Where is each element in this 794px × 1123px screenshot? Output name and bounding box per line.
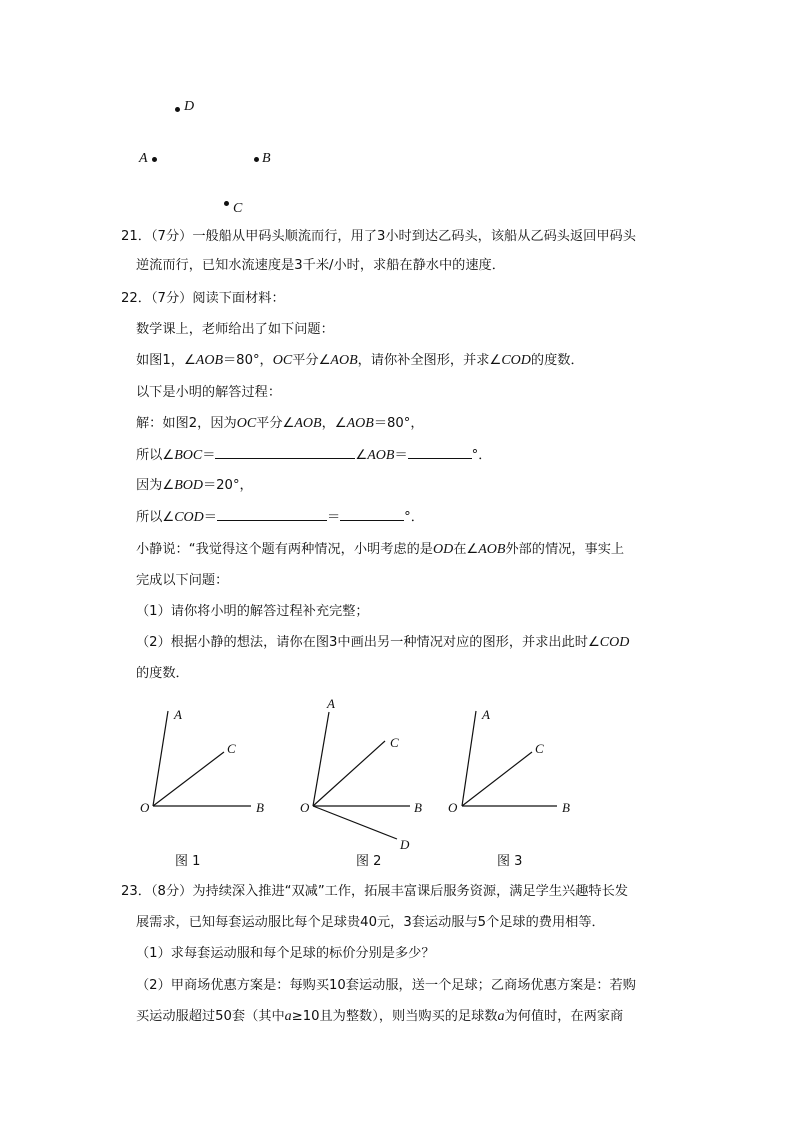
q22-l2g: ，请你补全图形，并求∠ xyxy=(357,353,502,368)
blank-boc[interactable] xyxy=(215,446,355,459)
fig3-label-o: O xyxy=(448,800,458,815)
q22-p1: （1）请你将小明的解答过程补充完整； xyxy=(136,604,369,619)
fig1-ray-oa xyxy=(153,711,168,806)
q22-l7a: 所以∠ xyxy=(136,510,175,525)
q22-text-9: 完成以下问题： xyxy=(136,573,229,588)
q22-l6b: BOD xyxy=(174,478,203,493)
q22-l5f: ＝ xyxy=(394,448,408,463)
q22-l2e: 平分∠ xyxy=(292,353,331,368)
q23-number: 23． xyxy=(121,884,151,899)
fig3-label-c: C xyxy=(535,741,544,756)
q23-part-1 xyxy=(136,945,435,963)
figure-2 xyxy=(300,696,422,852)
q22-part-1 xyxy=(136,603,369,621)
q22-line-5 xyxy=(136,446,491,465)
q22-l4e: ，∠ xyxy=(321,416,347,431)
q22-l4g: ＝80°， xyxy=(373,416,424,431)
figure-3 xyxy=(448,707,570,815)
q22-l5g: °． xyxy=(471,448,492,463)
fig2-label-c: C xyxy=(390,735,399,750)
figures-svg xyxy=(0,690,794,870)
fig2-label-b: B xyxy=(414,800,422,815)
point-c-dot xyxy=(224,201,229,206)
blank-boc-value[interactable] xyxy=(408,446,472,459)
q21-text-1: 一般船从甲码头顺流而行，用了3小时到达乙码头，该船从乙码头返回甲码头 xyxy=(192,229,636,244)
q22-l7e: °． xyxy=(404,510,424,525)
q22-p2b: COD xyxy=(599,635,630,650)
q23-part-2 xyxy=(136,977,636,995)
point-a-label: A xyxy=(139,151,148,166)
q22-l8a: 小静说：“我觉得这个题有两种情况，小明考虑的是 xyxy=(136,542,433,557)
q22-l8b: OD xyxy=(432,542,454,557)
q22-l6c: ＝20°， xyxy=(202,478,253,493)
q22-line-4 xyxy=(136,415,424,433)
q22-l4b: OC xyxy=(236,416,257,431)
fig1-label-o: O xyxy=(140,800,150,815)
q22-l8c: 在∠ xyxy=(453,542,479,557)
q21-line-2 xyxy=(136,257,505,275)
q22-p3: 的度数． xyxy=(136,666,189,681)
q22-line-7 xyxy=(136,508,424,527)
fig2-label-o: O xyxy=(300,800,310,815)
q23-text-1: 为持续深入推进“双减”工作，拓展丰富课后服务资源，满足学生兴趣特长发 xyxy=(192,884,628,899)
fig1-caption: 图 1 xyxy=(175,854,201,869)
q22-l2h: COD xyxy=(501,353,531,368)
q22-line-6 xyxy=(136,477,253,495)
q22-l5b: BOC xyxy=(174,448,203,463)
q22-text-1: 数学课上，老师给出了如下问题： xyxy=(136,322,334,337)
q22-number: 22． xyxy=(121,291,151,306)
point-d-dot xyxy=(175,107,180,112)
blank-cod-value[interactable] xyxy=(340,508,404,521)
q23-line-2 xyxy=(136,914,605,932)
q22-l7c: ＝ xyxy=(203,510,217,525)
q22-l7d: ＝ xyxy=(326,510,341,525)
q22-l5a: 所以∠ xyxy=(136,448,175,463)
q22-l8e: 外部的情况，事实上 xyxy=(505,542,625,557)
blank-cod-expression[interactable] xyxy=(217,508,327,521)
fig1-label-c: C xyxy=(227,741,236,756)
q22-line-3 xyxy=(136,384,281,402)
q22-line-2 xyxy=(136,352,584,370)
q22-l2c: ＝80°， xyxy=(223,353,273,368)
q22-l2b: AOB xyxy=(195,353,223,368)
fig3-label-a: A xyxy=(482,707,490,722)
q23-part-2-cont xyxy=(136,1008,623,1026)
q22-l5c: ＝ xyxy=(202,448,216,463)
q21-text-2: 逆流而行，已知水流速度是3千米/小时，求船在静水中的速度． xyxy=(136,258,505,273)
q23-p3a: 买运动服超过50套（其中 xyxy=(136,1009,285,1024)
fig2-ray-oc xyxy=(313,741,385,806)
q22-l2a: 如图1，∠ xyxy=(136,353,196,368)
q22-l4d: AOB xyxy=(294,416,322,431)
q22-l8d: AOB xyxy=(478,542,506,557)
q23-p2: （2）甲商场优惠方案是：每购买10套运动服，送一个足球；乙商场优惠方案是：若购 xyxy=(136,978,636,993)
q22-l7b: COD xyxy=(174,510,204,525)
point-c-label: C xyxy=(233,201,243,216)
q22-text-3: 以下是小明的解答过程： xyxy=(136,385,282,400)
q22-l2f: AOB xyxy=(330,353,358,368)
q21-score: （7分） xyxy=(150,229,193,244)
fig2-caption: 图 2 xyxy=(356,854,382,869)
point-d-label: D xyxy=(184,99,195,114)
figure-1 xyxy=(140,707,264,815)
q23-score: （8分） xyxy=(150,884,193,899)
q23-p3c: ≥10且为整数），则当购买的足球数 xyxy=(291,1009,498,1024)
fig1-label-b: B xyxy=(256,800,264,815)
point-a-dot xyxy=(152,157,157,162)
fig1-label-a: A xyxy=(174,707,182,722)
fig3-ray-oc xyxy=(462,752,532,806)
q22-line-title xyxy=(121,290,285,308)
fig3-ray-oa xyxy=(462,711,476,806)
fig2-label-d: D xyxy=(400,837,410,852)
q22-line-1 xyxy=(136,321,334,339)
q21-line-1 xyxy=(121,228,636,246)
q22-l5e: AOB xyxy=(367,448,395,463)
q22-line-9 xyxy=(136,572,228,590)
q23-p3d: a xyxy=(497,1009,505,1024)
fig1-ray-oc xyxy=(153,752,224,806)
q22-intro: 阅读下面材料： xyxy=(192,291,285,306)
q23-p3e: 为何值时，在两家商 xyxy=(504,1009,624,1024)
q22-part-2-cont xyxy=(136,665,189,683)
q23-p3b: a xyxy=(284,1009,292,1024)
point-b-dot xyxy=(254,157,259,162)
q22-l6a: 因为∠ xyxy=(136,478,175,493)
fig3-caption: 图 3 xyxy=(497,854,523,869)
q22-p2a: （2）根据小静的想法，请你在图3中画出另一种情况对应的图形，并求出此时∠ xyxy=(136,635,600,650)
fig3-label-b: B xyxy=(562,800,570,815)
q23-p1: （1）求每套运动服和每个足球的标价分别是多少？ xyxy=(136,946,435,961)
q22-line-8 xyxy=(136,541,624,559)
q22-l5d: ∠ xyxy=(355,448,368,463)
q22-l4c: 平分∠ xyxy=(256,416,295,431)
q22-l4a: 解：如图2，因为 xyxy=(136,416,237,431)
fig2-ray-oa xyxy=(313,712,329,806)
q22-score: （7分） xyxy=(150,291,193,306)
q22-part-2 xyxy=(136,634,629,652)
q22-l4f: AOB xyxy=(346,416,374,431)
q23-line-1 xyxy=(121,883,628,901)
q21-number: 21． xyxy=(121,229,151,244)
fig2-label-a: A xyxy=(327,696,335,711)
q23-text-2: 展需求，已知每套运动服比每个足球贵40元，3套运动服与5个足球的费用相等． xyxy=(136,915,605,930)
q22-l2d: OC xyxy=(272,353,293,368)
point-b-label: B xyxy=(262,151,271,166)
fig2-ray-od xyxy=(313,806,397,839)
q22-l2i: 的度数． xyxy=(530,353,584,368)
